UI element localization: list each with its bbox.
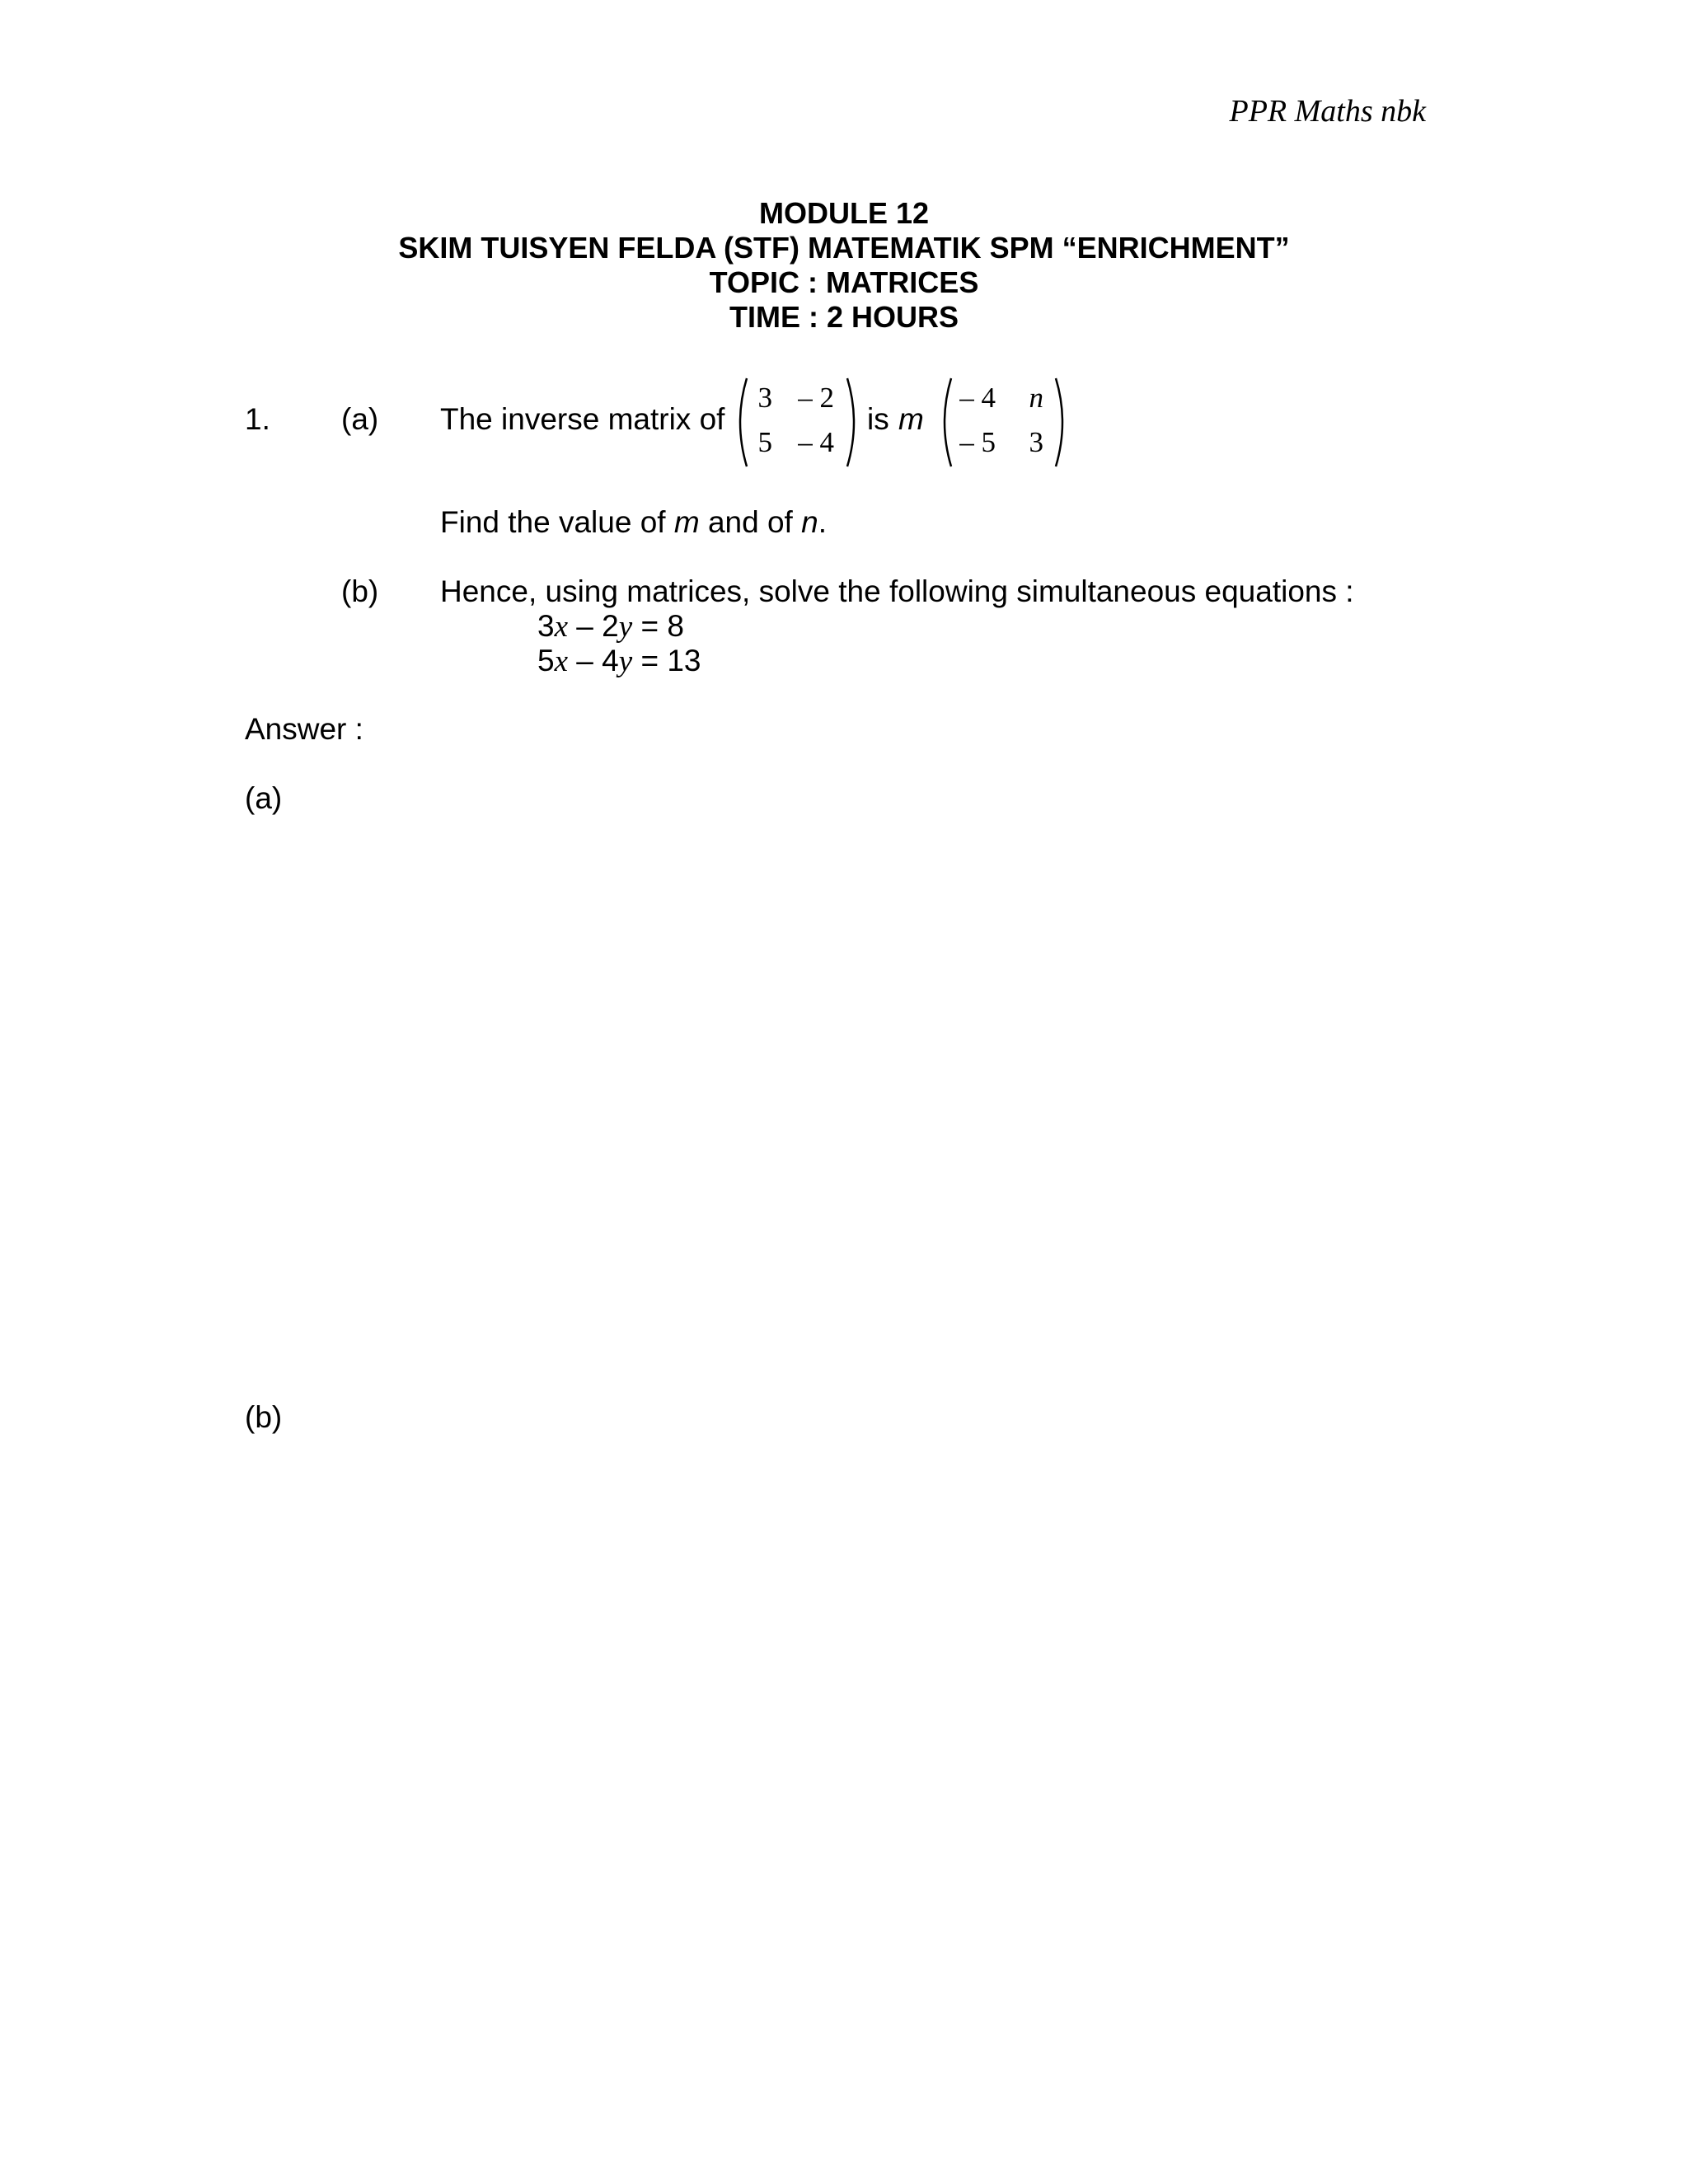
answer-label: Answer : — [245, 712, 363, 746]
eq1-rhs: = 8 — [632, 609, 684, 643]
matrix-a-r2c1: 5 — [757, 426, 772, 458]
matrix-a-right-bracket — [847, 378, 854, 466]
answer-part-b: (b) — [245, 1400, 283, 1434]
eq2-mid: – 4 — [568, 644, 619, 677]
equation-1 — [537, 608, 684, 645]
matrix-a-r1c1: 3 — [757, 382, 772, 414]
find-var-m: m — [673, 505, 700, 539]
equation-2 — [537, 643, 701, 680]
eq1-var-x: x — [554, 610, 569, 644]
find-end: . — [818, 505, 827, 539]
matrix-a-r1c2: – 2 — [798, 382, 834, 414]
module-title: MODULE 12 — [758, 196, 930, 230]
part-b-label: (b) — [341, 574, 379, 608]
matrix-inverse-r1c2: n — [1029, 382, 1043, 414]
find-prefix: Find the value of — [440, 505, 666, 539]
find-mid: and of — [707, 505, 793, 539]
part-a-label: (a) — [341, 402, 379, 436]
matrix-inverse-r1c1: – 4 — [959, 382, 996, 414]
part-b-text: Hence, using matrices, solve the following simultaneous equations : — [440, 574, 1354, 608]
time-title: TIME : 2 HOURS — [729, 300, 959, 334]
topic-title: TOPIC : MATRICES — [709, 265, 979, 299]
header-tag: PPR Maths nbk — [1229, 94, 1426, 129]
course-title: SKIM TUISYEN FELDA (STF) MATEMATIK SPM “ENRICHMENT” — [398, 231, 1290, 265]
matrix-inverse-right-bracket — [1056, 378, 1062, 466]
matrix-inverse-r2c1: – 5 — [959, 426, 996, 458]
eq1-var-y: y — [618, 610, 633, 644]
eq2-var-x: x — [554, 644, 569, 678]
matrix-inverse — [940, 375, 1067, 470]
part-a-text: The inverse matrix of — [440, 402, 725, 436]
question-number: 1. — [245, 402, 270, 436]
eq2-rhs: = 13 — [632, 644, 701, 677]
var-m: m — [898, 402, 924, 436]
matrix-a — [735, 375, 859, 470]
is-text: is — [867, 402, 889, 436]
find-instruction — [440, 504, 827, 541]
eq1-mid: – 2 — [568, 609, 619, 643]
eq2-coeff: 5 — [537, 644, 555, 677]
answer-part-a: (a) — [245, 781, 283, 815]
matrix-inverse-r2c2: 3 — [1029, 426, 1043, 458]
eq2-var-y: y — [618, 644, 633, 678]
eq1-coeff: 3 — [537, 609, 555, 643]
title-block — [0, 196, 1688, 335]
matrix-a-r2c2: – 4 — [798, 426, 834, 458]
find-var-n: n — [801, 505, 818, 539]
